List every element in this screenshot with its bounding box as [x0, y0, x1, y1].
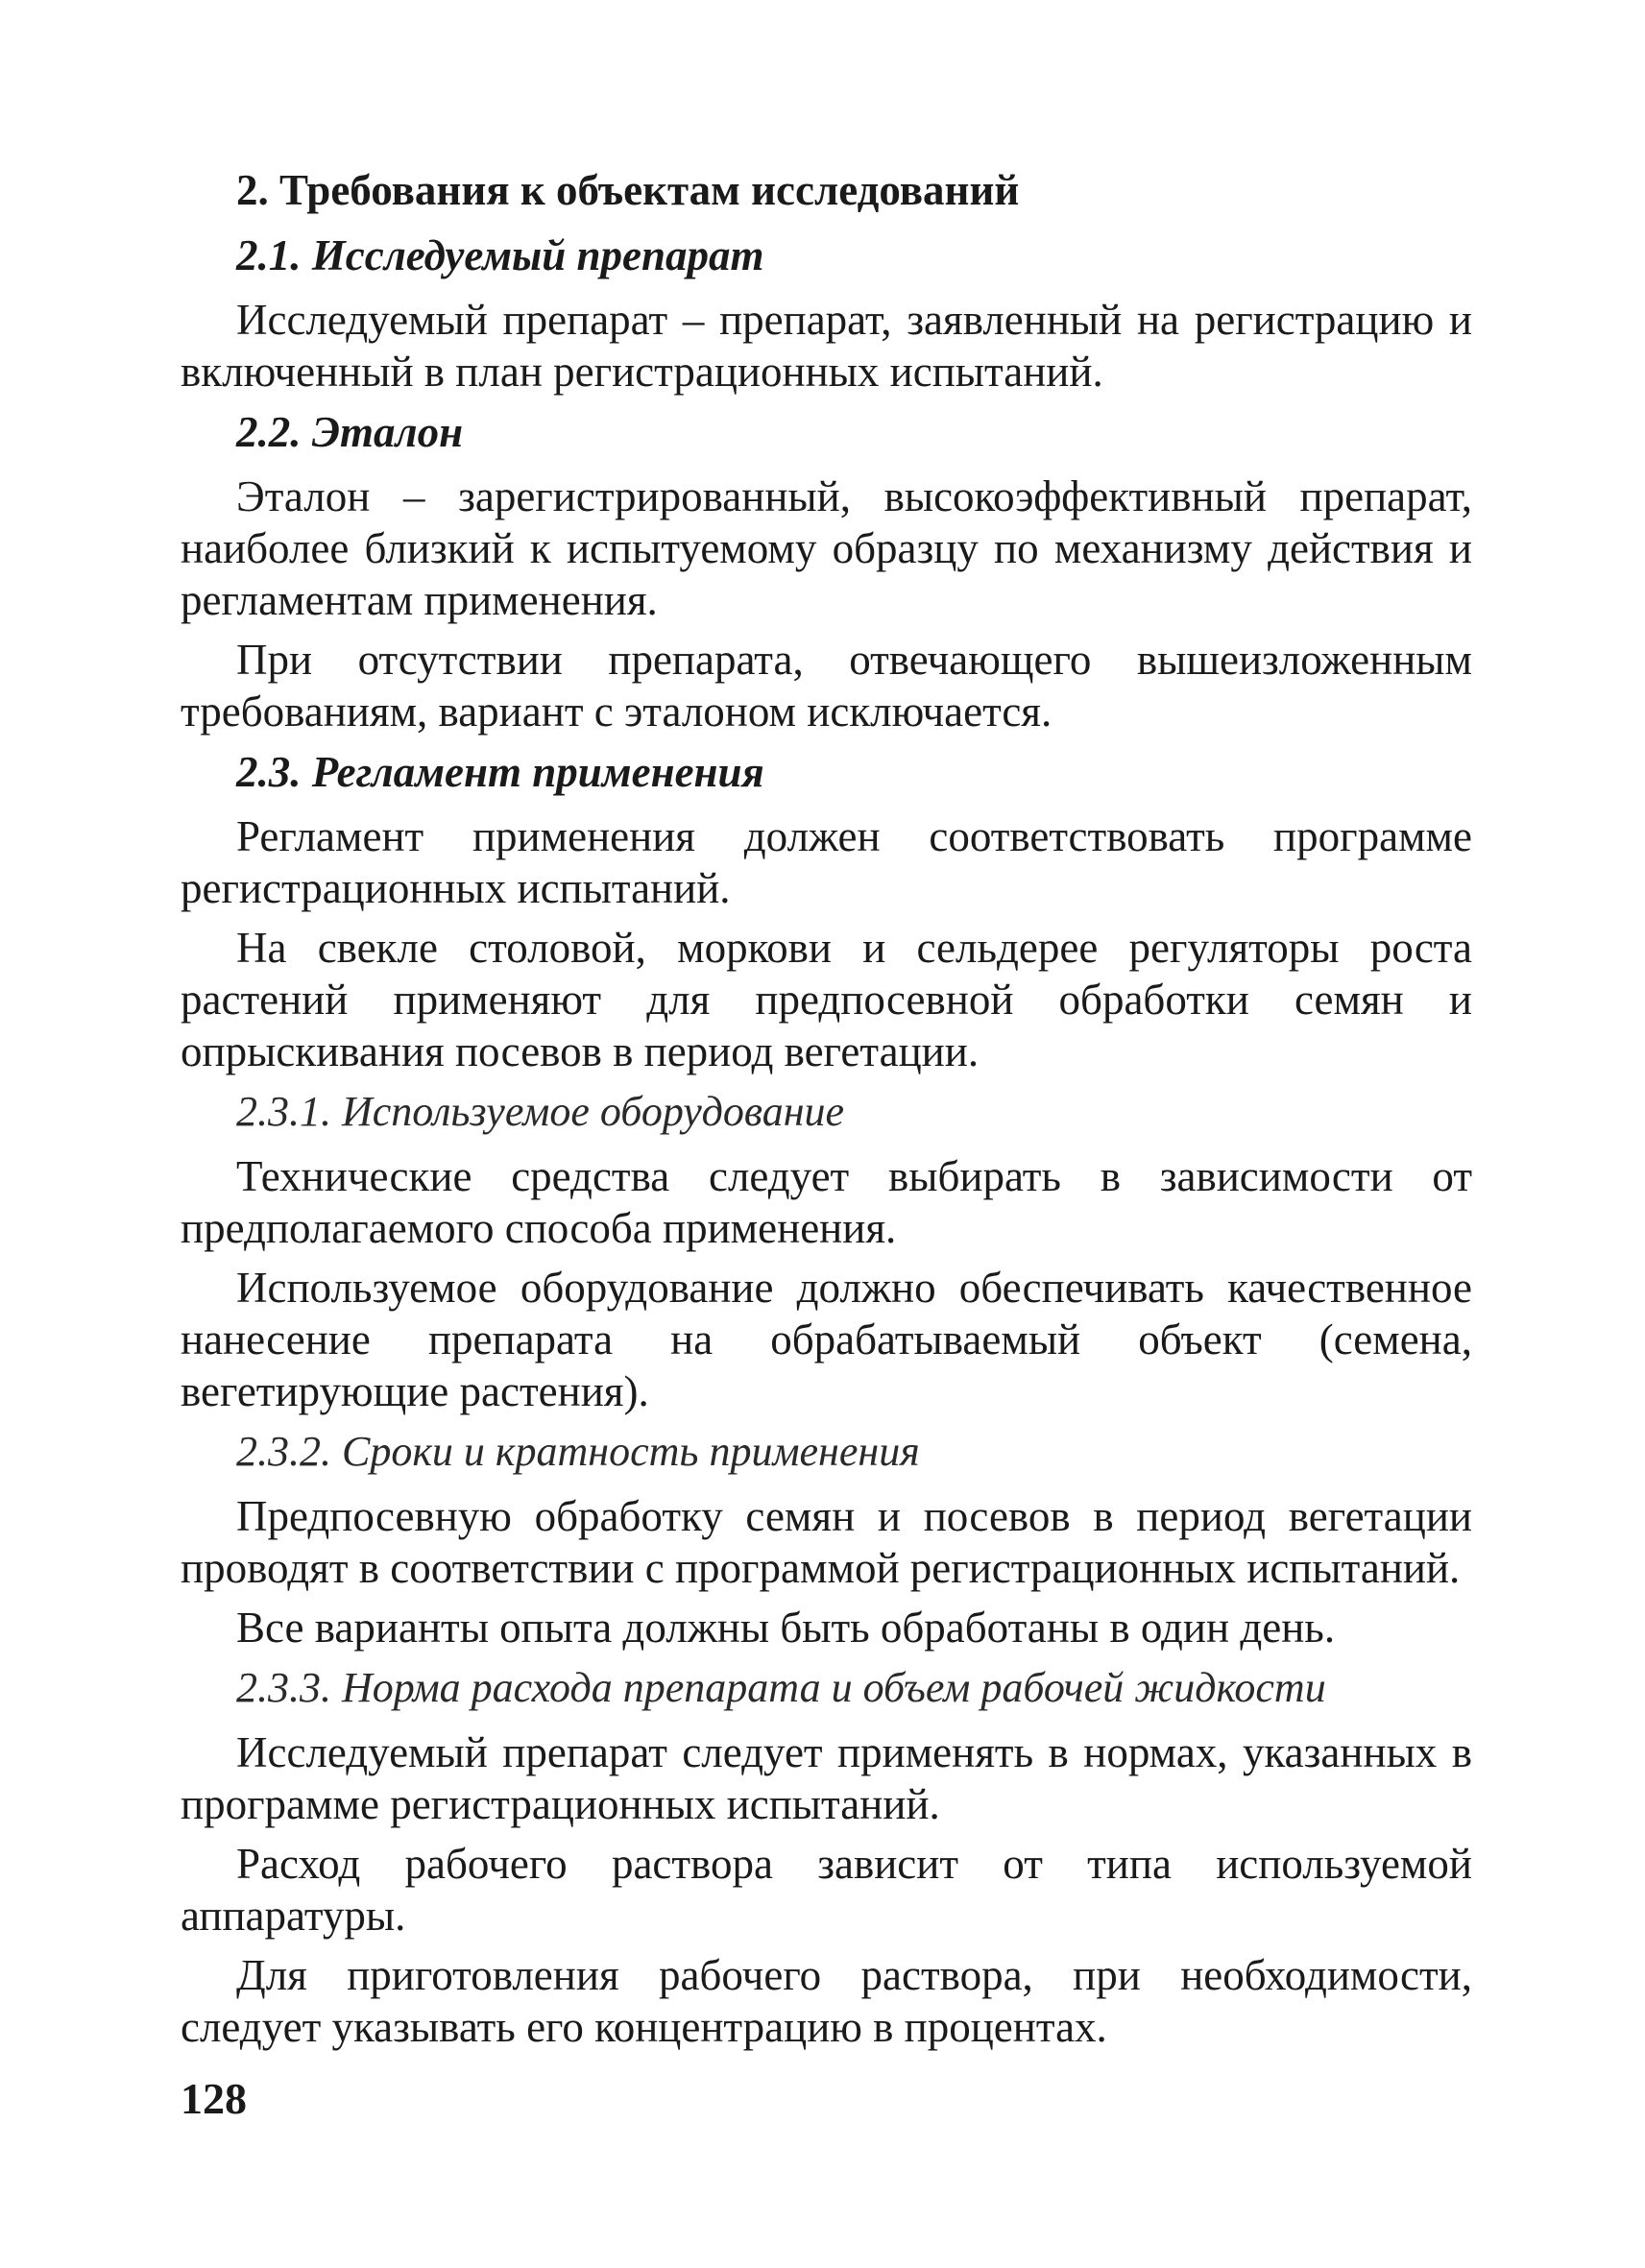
- page-content: [181, 163, 1472, 2061]
- paragraph: Расход рабочего раствора зависит от типа используемой аппаратуры.: [181, 1840, 1472, 1940]
- paragraph: Технические средства следует выбирать в зависимости от предполагаемого способа применения.: [181, 1152, 1472, 1252]
- paragraph: На свекле столовой, моркови и сельдерее регуляторы роста растений применяют для предпосевной обработки семян и опрыскивания посевов в период вегетации.: [181, 924, 1472, 1075]
- paragraph: Регламент применения должен соответствовать программе регистрационных испытаний.: [181, 812, 1472, 912]
- paragraph: Предпосевную обработку семян и посевов в период вегетации проводят в соответствии с программой регистрационных испытаний.: [181, 1492, 1472, 1592]
- subsection-heading-2-3-1: 2.3.1. Используемое оборудование: [236, 1088, 845, 1135]
- paragraph: Исследуемый препарат следует применять в нормах, указанных в программе регистрационных испытаний.: [181, 1728, 1472, 1828]
- paragraph: Для приготовления рабочего раствора, при необходимости, следует указывать его концентрацию в процентах.: [181, 1951, 1472, 2051]
- subsection-heading-2-1: 2.1. Исследуемый препарат: [236, 231, 764, 279]
- subsection-heading-2-3: 2.3. Регламент применения: [236, 748, 764, 796]
- paragraph: Эталон – зарегистрированный, высокоэффективный препарат, наиболее близкий к испытуемому образцу по механизму действия и регламентам применения.: [181, 472, 1472, 624]
- section-heading-2: 2. Требования к объектам исследований: [236, 166, 1020, 214]
- subsection-heading-2-3-3: 2.3.3. Норма расхода препарата и объем рабочей жидкости: [236, 1664, 1326, 1711]
- paragraph: Исследуемый препарат – препарат, заявленный на регистрацию и включенный в план регистрационных испытаний.: [181, 296, 1472, 396]
- paragraph: Используемое оборудование должно обеспечивать качественное нанесение препарата на обрабатываемый объект (семена, вегетирующие растения).: [181, 1264, 1472, 1415]
- paragraph: При отсутствии препарата, отвечающего вышеизложенным требованиям, вариант с эталоном исключается.: [181, 636, 1472, 736]
- paragraph: Все варианты опыта должны быть обработаны в один день.: [236, 1604, 1336, 1652]
- subsection-heading-2-3-2: 2.3.2. Сроки и кратность применения: [236, 1428, 920, 1475]
- page-number: 128: [181, 2074, 247, 2123]
- subsection-heading-2-2: 2.2. Эталон: [236, 408, 464, 456]
